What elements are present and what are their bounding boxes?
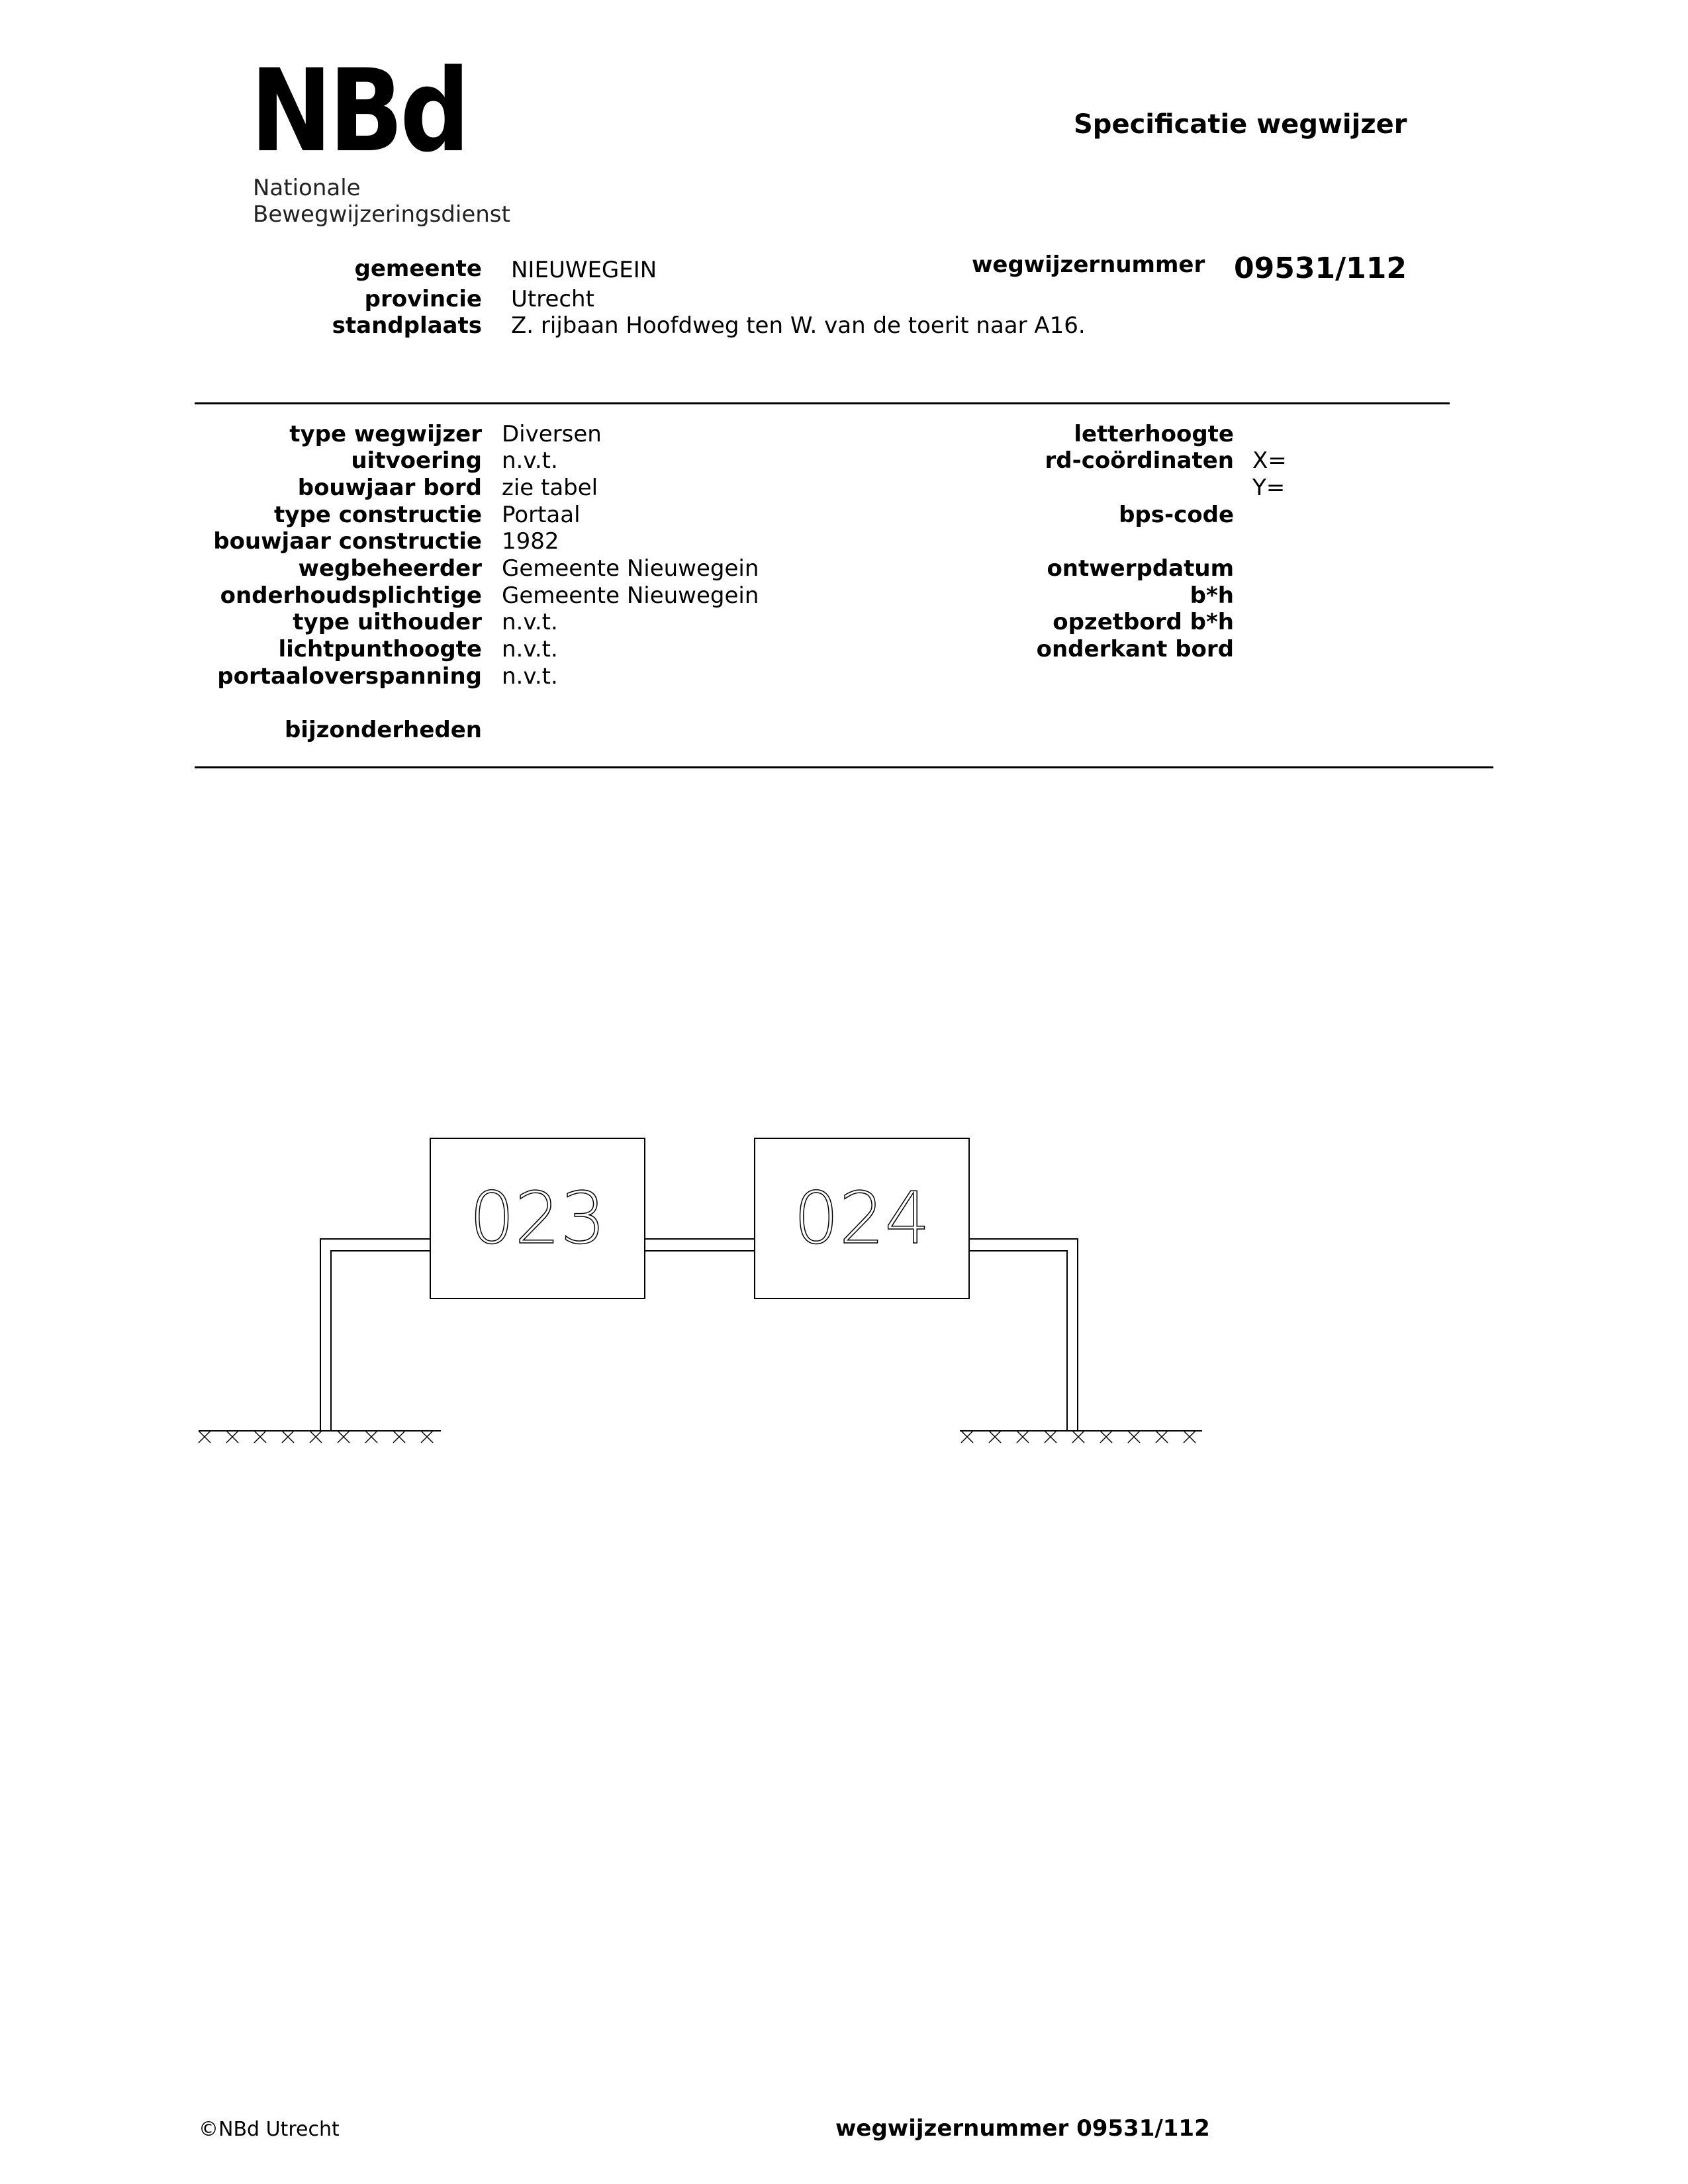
left-column-outer	[320, 1239, 430, 1431]
right-column-outer	[969, 1239, 1078, 1431]
bijzonderheden-label: bijzonderheden	[284, 717, 482, 743]
letterhoogte-label: letterhoogte	[1074, 421, 1234, 447]
right-column-inner	[969, 1251, 1067, 1431]
bps-code-label: bps-code	[1119, 502, 1234, 528]
onderkant-bord-label: onderkant bord	[1036, 636, 1234, 662]
spec-value: zie tabel	[502, 475, 598, 501]
spec-value: Diversen	[502, 421, 602, 447]
spec-label: type uithouder	[293, 609, 482, 635]
spec-label: type wegwijzer	[289, 421, 482, 447]
ground-hatch-right	[961, 1431, 1196, 1443]
wegwijzernummer-label: wegwijzernummer	[972, 251, 1205, 278]
spec-label: lichtpunthoogte	[278, 636, 482, 662]
gemeente-value: NIEUWEGEIN	[511, 257, 657, 283]
logo-line-2: Bewegwijzeringsdienst	[253, 201, 510, 228]
standplaats-value: Z. rijbaan Hoofdweg ten W. van de toerit naar A16.	[511, 312, 1086, 339]
document-title: Specificatie wegwijzer	[1074, 109, 1407, 140]
spec-label: type constructie	[274, 502, 482, 528]
footer-wegwijzernummer: wegwijzernummer 09531/112	[835, 2115, 1210, 2142]
spec-label: portaaloverspanning	[217, 663, 482, 690]
provincie-value: Utrecht	[511, 286, 594, 312]
spec-value: 1982	[502, 528, 559, 555]
sign-number-left: 023	[469, 1177, 606, 1260]
spec-label: wegbeheerder	[298, 555, 482, 582]
logo-line-1: Nationale	[253, 175, 361, 201]
standplaats-label: standplaats	[332, 312, 482, 339]
spec-value: Gemeente Nieuwegein	[502, 555, 759, 582]
wegwijzernummer-value: 09531/112	[1234, 251, 1407, 285]
spec-label: bouwjaar bord	[297, 475, 482, 501]
sign-number-right: 024	[793, 1177, 931, 1260]
spec-value: n.v.t.	[502, 663, 558, 690]
spec-value: n.v.t.	[502, 636, 558, 662]
spec-value: n.v.t.	[502, 609, 558, 635]
nbd-logo: NBd	[250, 44, 467, 177]
rd-coordinaten-label: rd-coördinaten	[1045, 447, 1234, 474]
left-column-inner	[331, 1251, 430, 1431]
spec-value: Gemeente Nieuwegein	[502, 582, 759, 609]
y-coordinate-label: Y=	[1252, 475, 1286, 501]
spec-value: n.v.t.	[502, 447, 558, 474]
opzetbord-label: opzetbord b*h	[1053, 609, 1234, 635]
provincie-label: provincie	[364, 286, 482, 312]
spec-label: onderhoudsplichtige	[220, 582, 482, 609]
gemeente-label: gemeente	[354, 255, 482, 282]
x-coordinate-label: X=	[1252, 447, 1287, 474]
bh-label: b*h	[1190, 582, 1234, 609]
ontwerpdatum-label: ontwerpdatum	[1047, 555, 1234, 582]
spec-value: Portaal	[502, 502, 581, 528]
spec-label: uitvoering	[351, 447, 482, 474]
spec-label: bouwjaar constructie	[213, 528, 482, 555]
footer-copyright: ©NBd Utrecht	[199, 2118, 340, 2141]
ground-hatch-left	[199, 1431, 433, 1443]
